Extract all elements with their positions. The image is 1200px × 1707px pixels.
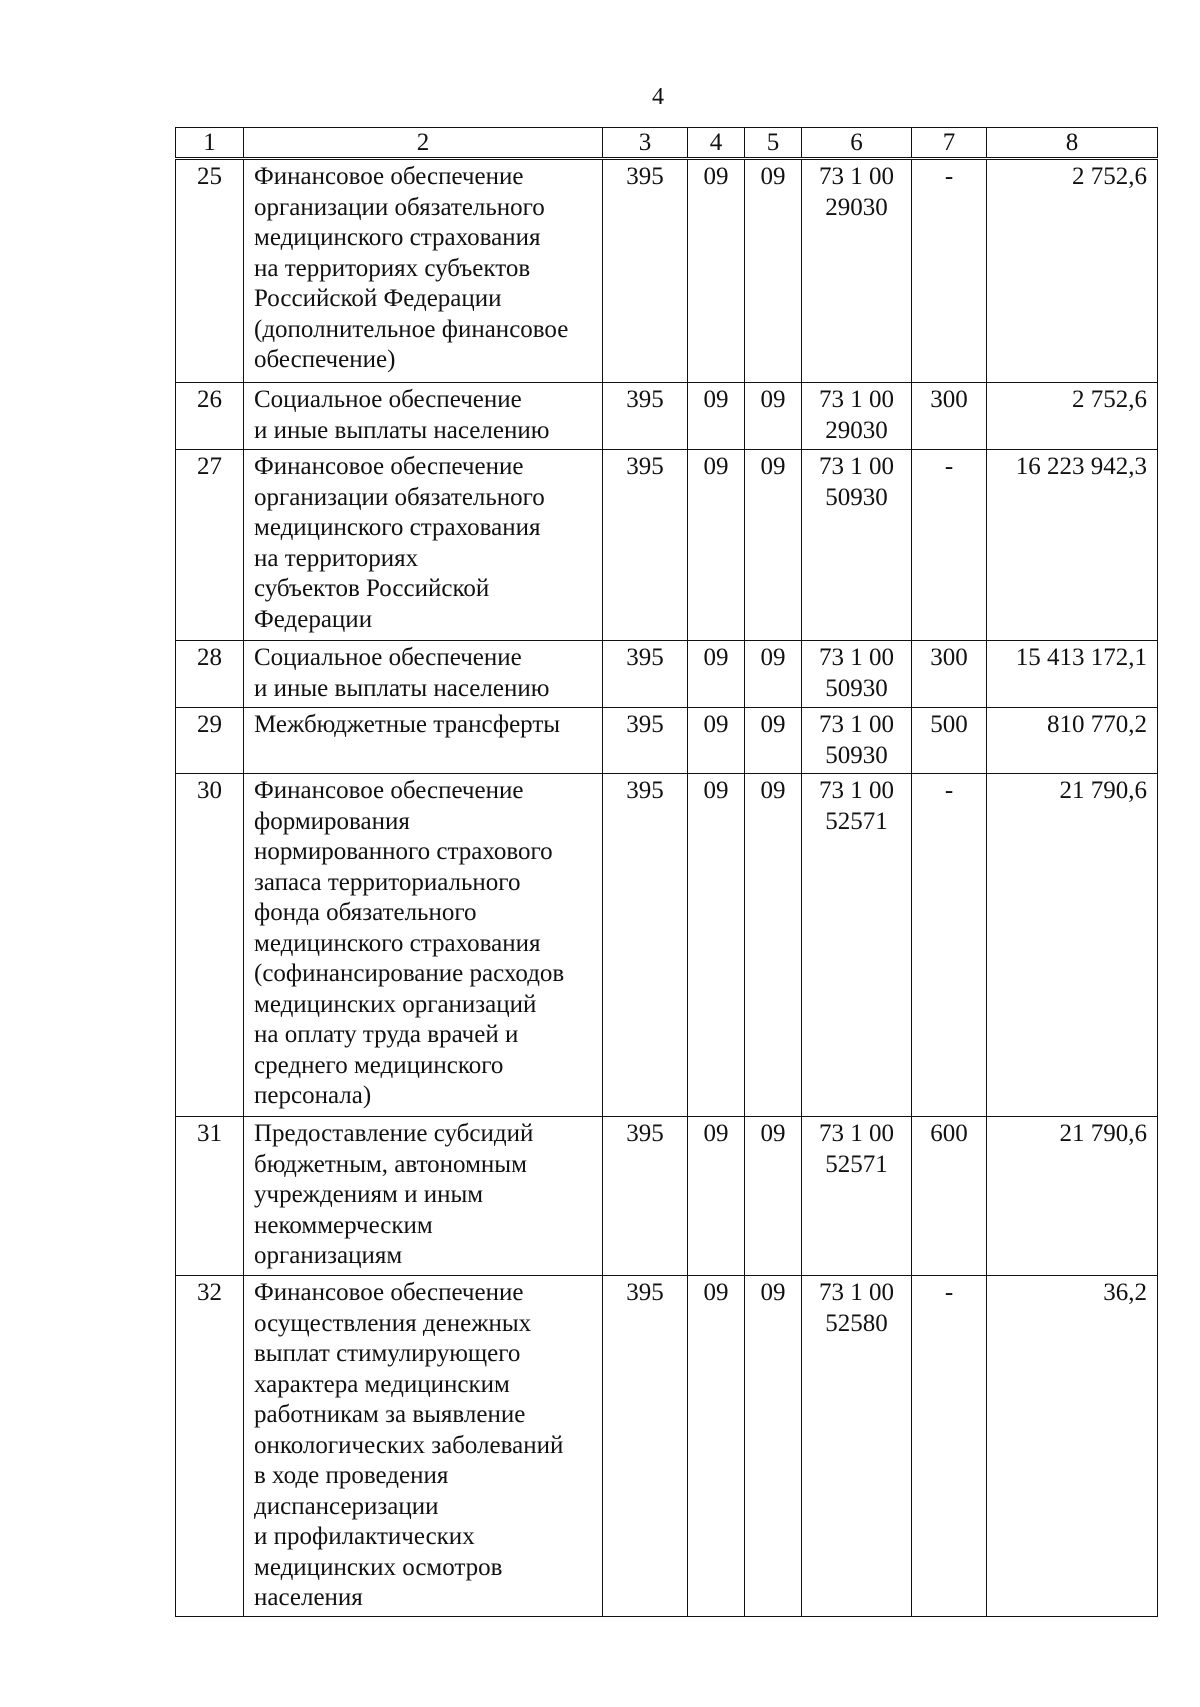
code-col5: 09: [745, 708, 802, 774]
row-name: Финансовое обеспечение организации обязательного медицинского страхования на территориях субъектов Российской Федерации: [244, 450, 603, 641]
code-col4: 09: [688, 1276, 745, 1617]
amount: 21 790,6: [987, 774, 1158, 1117]
code-col3: 395: [603, 383, 688, 450]
column-header: 3: [603, 128, 688, 159]
code-col4: 09: [688, 383, 745, 450]
code-col6: 73 1 00 52571: [802, 774, 912, 1117]
code-col4: 09: [688, 159, 745, 383]
code-col7: 300: [912, 383, 987, 450]
table-row: [176, 1117, 1158, 1276]
column-header: 7: [912, 128, 987, 159]
column-header: 5: [745, 128, 802, 159]
code-col4: 09: [688, 774, 745, 1117]
table-row: [176, 159, 1158, 383]
code-col5: 09: [745, 774, 802, 1117]
code-col4: 09: [688, 641, 745, 708]
row-number: 28: [176, 641, 244, 708]
row-name: Предоставление субсидий бюджетным, автономным учреждениям и иным некоммерческим организациям: [244, 1117, 603, 1276]
amount: 2 752,6: [987, 159, 1158, 383]
code-col6: 73 1 00 52580: [802, 1276, 912, 1617]
column-header: 4: [688, 128, 745, 159]
code-col3: 395: [603, 450, 688, 641]
amount: 16 223 942,3: [987, 450, 1158, 641]
code-col7: -: [912, 159, 987, 383]
code-col6: 73 1 00 50930: [802, 450, 912, 641]
table-row: [176, 774, 1158, 1117]
row-name: Межбюджетные трансферты: [244, 708, 603, 774]
table-row: [176, 1276, 1158, 1617]
row-name: Финансовое обеспечение организации обязательного медицинского страхования на территориях субъектов Российской Федерации (дополнительное финансовое обеспечение): [244, 159, 603, 383]
row-name: Финансовое обеспечение осуществления денежных выплат стимулирующего характера медицинским работникам за выявление онкологических заболеваний в ходе проведения диспансеризации и профилактических медицинских осмотров населения: [244, 1276, 603, 1617]
budget-table: [175, 127, 1158, 1617]
amount: 810 770,2: [987, 708, 1158, 774]
code-col5: 09: [745, 1117, 802, 1276]
column-header: 6: [802, 128, 912, 159]
row-number: 25: [176, 159, 244, 383]
amount: 21 790,6: [987, 1117, 1158, 1276]
row-number: 32: [176, 1276, 244, 1617]
amount: 2 752,6: [987, 383, 1158, 450]
code-col5: 09: [745, 450, 802, 641]
code-col7: 300: [912, 641, 987, 708]
code-col5: 09: [745, 1276, 802, 1617]
amount: 36,2: [987, 1276, 1158, 1617]
code-col6: 73 1 00 29030: [802, 159, 912, 383]
code-col3: 395: [603, 774, 688, 1117]
row-number: 26: [176, 383, 244, 450]
code-col7: -: [912, 1276, 987, 1617]
table-row: [176, 708, 1158, 774]
table-row: [176, 450, 1158, 641]
row-number: 29: [176, 708, 244, 774]
row-number: 31: [176, 1117, 244, 1276]
row-name: Финансовое обеспечение формирования нормированного страхового запаса территориального фонда обязательного медицинского страхования (софинансирование расходов медицинских организаций на оплату труда врачей и среднего медицинского персонала): [244, 774, 603, 1117]
table-row: [176, 383, 1158, 450]
code-col6: 73 1 00 52571: [802, 1117, 912, 1276]
amount: 15 413 172,1: [987, 641, 1158, 708]
code-col4: 09: [688, 450, 745, 641]
code-col6: 73 1 00 29030: [802, 383, 912, 450]
code-col5: 09: [745, 383, 802, 450]
code-col7: 600: [912, 1117, 987, 1276]
code-col3: 395: [603, 708, 688, 774]
code-col3: 395: [603, 159, 688, 383]
row-number: 27: [176, 450, 244, 641]
code-col3: 395: [603, 641, 688, 708]
code-col5: 09: [745, 159, 802, 383]
row-number: 30: [176, 774, 244, 1117]
page-number: 4: [652, 84, 664, 110]
column-header: 2: [244, 128, 603, 159]
code-col6: 73 1 00 50930: [802, 641, 912, 708]
code-col4: 09: [688, 1117, 745, 1276]
row-name: Социальное обеспечение и иные выплаты населению: [244, 641, 603, 708]
code-col7: -: [912, 774, 987, 1117]
column-header: 1: [176, 128, 244, 159]
table-row: [176, 641, 1158, 708]
code-col4: 09: [688, 708, 745, 774]
code-col7: -: [912, 450, 987, 641]
code-col6: 73 1 00 50930: [802, 708, 912, 774]
code-col7: 500: [912, 708, 987, 774]
code-col5: 09: [745, 641, 802, 708]
code-col3: 395: [603, 1276, 688, 1617]
table-header-row: [176, 128, 1158, 159]
code-col3: 395: [603, 1117, 688, 1276]
row-name: Социальное обеспечение и иные выплаты населению: [244, 383, 603, 450]
column-header: 8: [987, 128, 1158, 159]
